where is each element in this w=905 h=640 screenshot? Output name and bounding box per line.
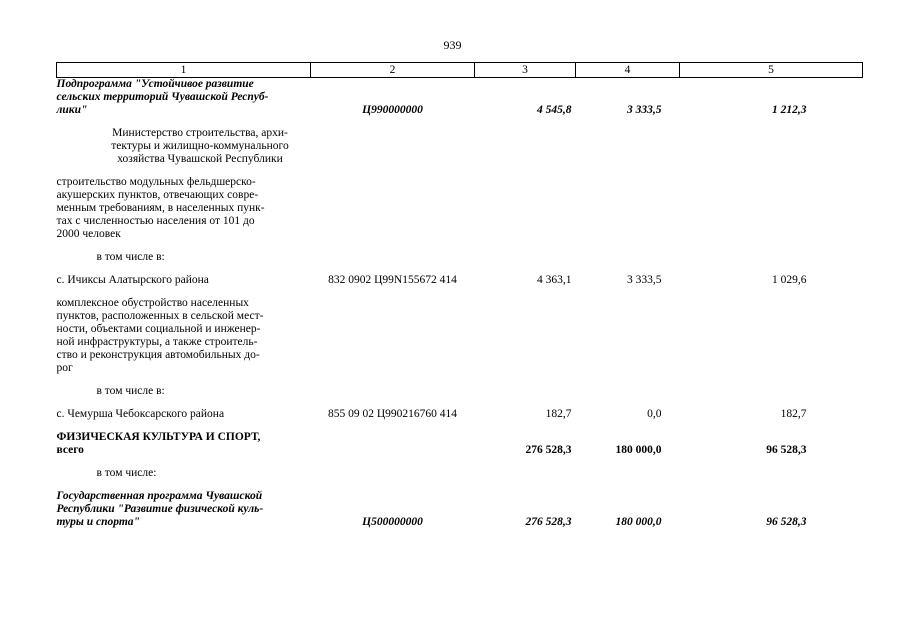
description-line: лики" [56,104,88,116]
description-line: 2000 человек [56,228,121,240]
row-spacer [57,421,863,431]
column-header-4: 4 [576,63,680,78]
row-description [57,78,311,118]
amount-col-4: 180 000,0 [615,444,662,456]
description-line: ной инфраструктуры, а также строитель- [56,336,258,348]
amount-col-4: 0,0 [647,408,662,420]
row-spacer [57,457,863,467]
amount-col-3 [475,297,576,375]
amount-col-5: 1 029,6 [772,274,807,286]
description-line: рог [56,362,73,374]
amount-col-4: 180 000,0 [615,516,662,528]
description-line: в том числе: [96,467,157,479]
row-spacer [57,398,863,408]
amount-col-3: 4 545,8 [537,104,572,116]
amount-col-5 [680,251,863,264]
table-row-subprogram-rural [57,78,863,118]
description-line: с. Чемурша Чебоксарского района [56,408,225,420]
amount-col-3: 276 528,3 [525,444,572,456]
budget-code: 855 09 02 Ц990216760 414 [327,408,458,420]
table-row-sport-total [57,431,863,457]
spacer-cell [57,421,863,431]
amount-col-3 [475,127,576,166]
row-spacer [57,264,863,274]
table-header-row [57,63,863,78]
description-line: Государственная программа Чувашской [56,490,263,502]
description-line: акушерских пунктов, отвечающих совре- [56,189,259,201]
description-line: в том числе в: [96,251,165,263]
description-line: ности, объектами социальной и инженер- [56,323,261,335]
description-line: пунктов, расположенных в сельской мест- [56,310,264,322]
description-line: ФИЗИЧЕСКАЯ КУЛЬТУРА И СПОРТ, [56,431,261,443]
amount-col-5: 96 528,3 [766,444,807,456]
amount-col-4 [576,297,680,375]
row-description [57,297,311,375]
amount-col-5: 182,7 [780,408,807,420]
table-row-incl-3 [57,467,863,480]
spacer-cell [57,264,863,274]
description-line: строительство модульных фельдшерско- [56,176,256,188]
amount-col-3: 182,7 [545,408,572,420]
amount-col-3 [475,251,576,264]
amount-col-3 [475,176,576,241]
budget-code: 832 0902 Ц99N155672 414 [328,274,457,286]
amount-col-5 [680,176,863,241]
column-header-2: 2 [311,63,475,78]
row-description [57,385,311,398]
description-line: хозяйства Чувашской Республики [117,153,283,165]
row-description [57,251,311,264]
description-line: всего [56,444,84,456]
spacer-cell [57,480,863,490]
amount-col-4 [576,251,680,264]
column-header-3: 3 [475,63,576,78]
budget-code [311,467,475,480]
row-description [57,431,311,457]
budget-code [311,297,475,375]
amount-col-4 [576,176,680,241]
table-row-modular-fap [57,176,863,241]
spacer-cell [57,375,863,385]
column-header-1: 1 [57,63,311,78]
spacer-cell [57,398,863,408]
row-description [57,176,311,241]
amount-col-5 [680,385,863,398]
description-line: Республики "Развитие физической куль- [56,503,264,515]
table-row-ichiksy [57,274,863,287]
row-description [57,274,311,287]
description-line: Подпрограмма "Устойчивое развитие [56,78,254,90]
table-row-ministry [57,127,863,166]
description-line: туры и спорта" [56,516,140,528]
amount-col-5: 96 528,3 [766,516,807,528]
row-spacer [57,375,863,385]
spacer-cell [57,241,863,251]
amount-col-5 [680,297,863,375]
table-row-state-program-sport [57,490,863,529]
description-line: сельских территорий Чувашской Респуб- [56,91,269,103]
row-spacer [57,480,863,490]
row-spacer [57,166,863,176]
row-spacer [57,287,863,297]
amount-col-3: 4 363,1 [537,274,572,286]
description-line: менным требованиям, в населенных пунк- [56,202,265,214]
spacer-cell [57,117,863,127]
amount-col-4 [576,467,680,480]
description-line: комплексное обустройство населенных [56,297,249,309]
description-line: тах с численностью населения от 101 до [56,215,255,227]
spacer-cell [57,166,863,176]
budget-table [56,62,863,529]
description-line: Министерство строительства, архи- [112,127,288,139]
amount-col-3 [475,467,576,480]
row-description [57,127,311,166]
budget-code [311,431,475,457]
budget-code [311,176,475,241]
spacer-cell [57,287,863,297]
row-description [57,490,311,529]
table-row-chemursha [57,408,863,421]
amount-col-4 [576,385,680,398]
column-header-5: 5 [680,63,863,78]
budget-code: Ц990000000 [362,104,423,116]
budget-code: Ц500000000 [362,516,423,528]
amount-col-4: 3 333,5 [627,104,662,116]
table-row-incl-1 [57,251,863,264]
amount-col-3: 276 528,3 [525,516,572,528]
budget-code [311,127,475,166]
description-line: ство и реконструкция автомобильных до- [56,349,260,361]
budget-code [311,385,475,398]
table-row-incl-2 [57,385,863,398]
row-description [57,467,311,480]
page-number: 939 [443,38,462,52]
table-row-complex-settlement [57,297,863,375]
amount-col-4 [576,127,680,166]
row-spacer [57,241,863,251]
spacer-cell [57,457,863,467]
description-line: тектуры и жилищно-коммунального [111,140,289,152]
amount-col-3 [475,385,576,398]
row-description [57,408,311,421]
amount-col-5 [680,467,863,480]
amount-col-5: 1 212,3 [772,104,807,116]
row-spacer [57,117,863,127]
description-line: с. Ичиксы Алатырского района [56,274,209,286]
amount-col-5 [680,127,863,166]
amount-col-4: 3 333,5 [627,274,662,286]
description-line: в том числе в: [96,385,165,397]
budget-code [311,251,475,264]
